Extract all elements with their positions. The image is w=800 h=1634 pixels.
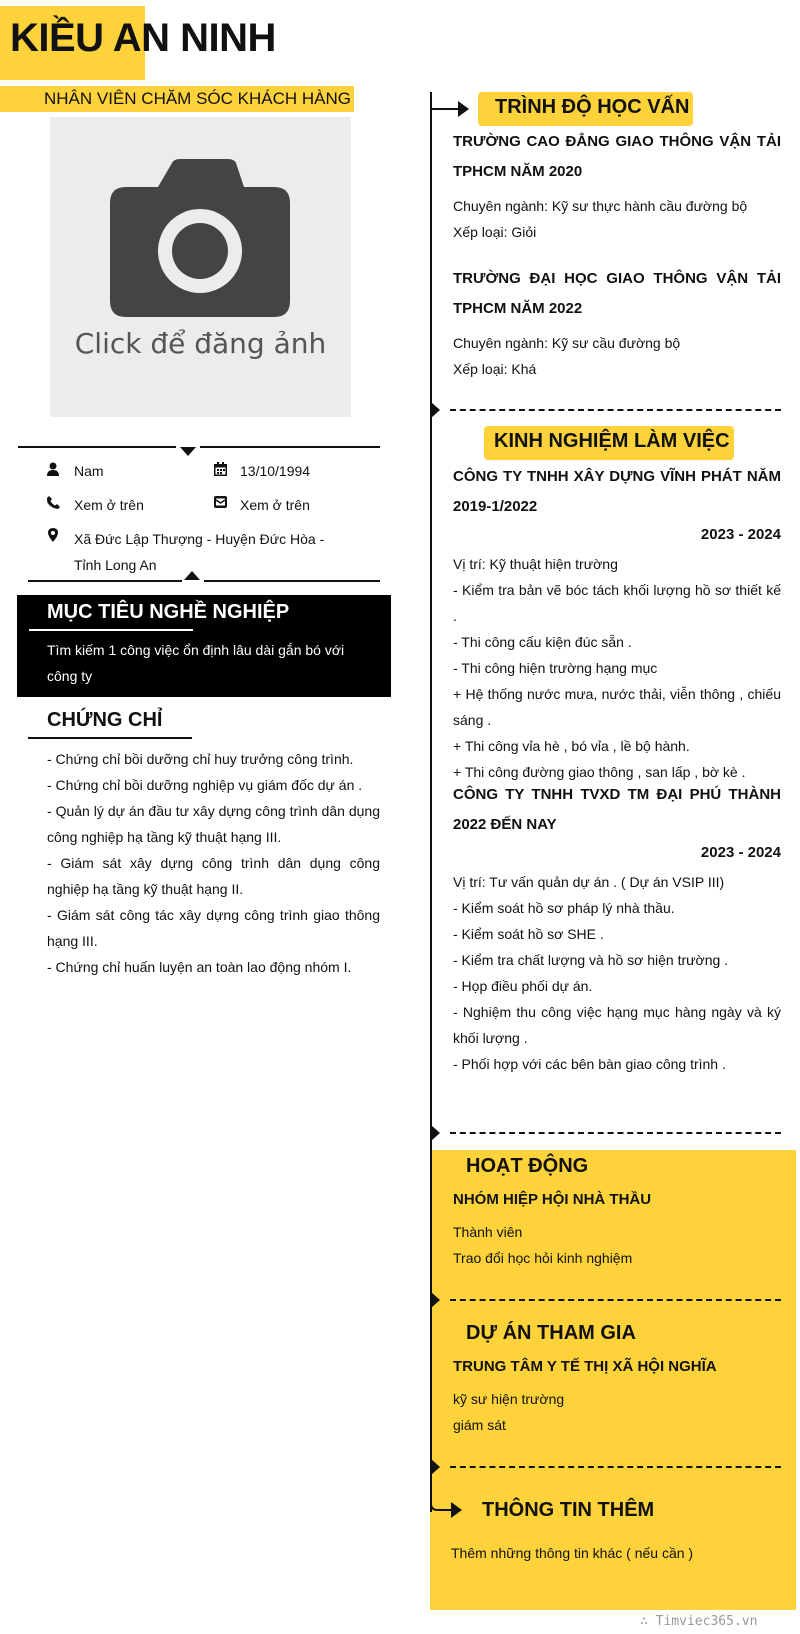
- gender-value: Nam: [74, 463, 104, 479]
- certificates-title: CHỨNG CHỈ: [47, 709, 163, 731]
- job-title: NHÂN VIÊN CHĂM SÓC KHÁCH HÀNG: [44, 89, 351, 108]
- list-item: + Hệ thống nước mưa, nước thải, viễn thông , chiếu sáng .: [453, 686, 781, 728]
- section-divider: [450, 1466, 781, 1468]
- experience-period: 2023 - 2024: [700, 526, 781, 543]
- activities-role: Thành viên: [453, 1224, 523, 1240]
- divider: [28, 580, 182, 582]
- experience-title: KINH NGHIỆM LÀM VIỆC: [494, 430, 730, 452]
- address-line1: Xã Đức Lập Thượng - Huyện Đức Hòa -: [74, 531, 325, 547]
- list-item: - Quản lý dự án đầu tư xây dựng công trình dân dụng công nghiệp hạ tầng kỹ thuật hạng III.: [47, 803, 380, 845]
- phone-icon: [45, 494, 61, 510]
- footer-brand[interactable]: [640, 1614, 757, 1629]
- education-major: Chuyên ngành: Kỹ sư cầu đường bộ: [453, 335, 681, 351]
- envelope-icon: [212, 494, 228, 510]
- education-school: TRƯỜNG CAO ĐẲNG GIAO THÔNG VẬN TẢI TPHCM NĂM 2020: [453, 133, 781, 180]
- list-item: - Kiểm tra bản vẽ bóc tách khối lượng hồ sơ thiết kế .: [453, 582, 781, 624]
- certificates-list: [47, 746, 380, 980]
- candidate-name: KIỀU AN NINH: [10, 16, 276, 60]
- list-item: Vị trí: Kỹ thuật hiện trường: [453, 556, 618, 572]
- brand-logo-icon: ∴: [640, 1614, 656, 1629]
- list-item: + Thi công vỉa hè , bó vỉa , lề bộ hành.: [453, 738, 690, 754]
- activities-desc: Trao đổi học hỏi kinh nghiệm: [453, 1250, 633, 1266]
- extra-title: THÔNG TIN THÊM: [482, 1499, 655, 1521]
- list-item: - Giám sát xây dựng công trình dân dụng công nghiệp hạ tầng kỹ thuật hạng II.: [47, 855, 380, 897]
- list-item: - Giám sát công tác xây dựng công trình giao thông hạng III.: [47, 907, 380, 949]
- list-item: - Họp điều phối dự án.: [453, 978, 593, 994]
- list-item: - Nghiệm thu công việc hạng mục hàng ngày và ký khối lượng .: [453, 1004, 781, 1046]
- timeline-marker-icon: [431, 1292, 440, 1308]
- timeline-connector: [430, 108, 458, 110]
- projects-role: kỹ sư hiện trường: [453, 1391, 565, 1407]
- divider-arrow-down-icon: [180, 447, 196, 456]
- experience-details: [453, 551, 781, 785]
- divider: [18, 446, 176, 448]
- experience-period: 2023 - 2024: [700, 844, 781, 861]
- list-item: - Chứng chỉ bồi dưỡng nghiệp vụ giám đốc dự án .: [47, 777, 363, 793]
- education-title: TRÌNH ĐỘ HỌC VẤN: [495, 96, 690, 118]
- section-divider: [450, 1299, 781, 1301]
- education-grade: Xếp loại: Khá: [453, 361, 537, 377]
- birthday-value: 13/10/1994: [240, 463, 311, 479]
- projects-name: TRUNG TÂM Y TẾ THỊ XÃ HỘI NGHĨA: [453, 1358, 717, 1375]
- arrow-right-icon: [458, 101, 469, 117]
- activities-title: HOẠT ĐỘNG: [466, 1155, 589, 1177]
- experience-company: CÔNG TY TNHH XÂY DỰNG VĨNH PHÁT NĂM 2019-1/2022: [453, 468, 781, 515]
- timeline-marker-icon: [431, 402, 440, 418]
- objective-text: Tìm kiếm 1 công việc ổn định lâu dài gắn bó với công ty: [47, 642, 345, 684]
- list-item: - Phối hợp với các bên bàn giao công trình .: [453, 1056, 726, 1072]
- objective-underline: [29, 629, 193, 631]
- footer-brand-text: Timviec365.vn: [655, 1614, 758, 1629]
- list-item: - Kiểm soát hồ sơ pháp lý nhà thầu.: [453, 900, 675, 916]
- photo-caption: Click để đăng ảnh: [74, 327, 327, 360]
- user-icon: [45, 461, 61, 477]
- list-item: - Kiểm soát hồ sơ SHE .: [453, 926, 604, 942]
- timeline-marker-icon: [431, 1459, 440, 1475]
- experience-details: [453, 869, 781, 1077]
- calendar-icon: [212, 461, 228, 477]
- extra-text: Thêm những thông tin khác ( nếu cần ): [451, 1545, 694, 1561]
- certificates-underline: [28, 737, 192, 739]
- phone-value: Xem ở trên: [74, 497, 144, 513]
- curved-arrow-icon: [430, 1490, 464, 1520]
- list-item: - Thi công hiện trường hạng mục: [453, 660, 658, 676]
- section-divider: [450, 409, 781, 411]
- activities-org: NHÓM HIỆP HỘI NHÀ THẦU: [453, 1191, 652, 1208]
- list-item: - Kiểm tra chất lượng và hồ sơ hiện trường .: [453, 952, 729, 968]
- objective-title: MỤC TIÊU NGHỀ NGHIỆP: [47, 601, 290, 623]
- list-item: Vị trí: Tư vấn quản dự án . ( Dự án VSIP III): [453, 874, 725, 890]
- timeline-marker-icon: [431, 1125, 440, 1141]
- address-line2: Tỉnh Long An: [74, 557, 157, 573]
- divider: [204, 580, 380, 582]
- education-major: Chuyên ngành: Kỹ sư thực hành cầu đường bộ: [453, 198, 748, 214]
- education-school: TRƯỜNG ĐẠI HỌC GIAO THÔNG VẬN TẢI TPHCM NĂM 2022: [453, 270, 781, 317]
- divider-arrow-up-icon: [184, 571, 200, 580]
- projects-title: DỰ ÁN THAM GIA: [466, 1322, 636, 1344]
- list-item: - Chứng chỉ bồi dưỡng chỉ huy trưởng công trình.: [47, 751, 354, 767]
- map-marker-icon: [45, 527, 61, 543]
- list-item: + Thi công đường giao thông , san lấp , bờ kè .: [453, 764, 746, 780]
- photo-upload[interactable]: [50, 117, 351, 417]
- projects-desc: giám sát: [453, 1417, 506, 1433]
- email-value: Xem ở trên: [240, 497, 310, 513]
- list-item: - Chứng chỉ huấn luyện an toàn lao động nhóm I.: [47, 959, 352, 975]
- camera-icon: [110, 159, 290, 317]
- divider: [200, 446, 380, 448]
- education-grade: Xếp loại: Giỏi: [453, 224, 537, 240]
- section-divider: [450, 1132, 781, 1134]
- experience-company: CÔNG TY TNHH TVXD TM ĐẠI PHÚ THÀNH 2022 ĐẾN NAY: [453, 786, 781, 833]
- list-item: - Thi công cấu kiện đúc sẵn .: [453, 634, 632, 650]
